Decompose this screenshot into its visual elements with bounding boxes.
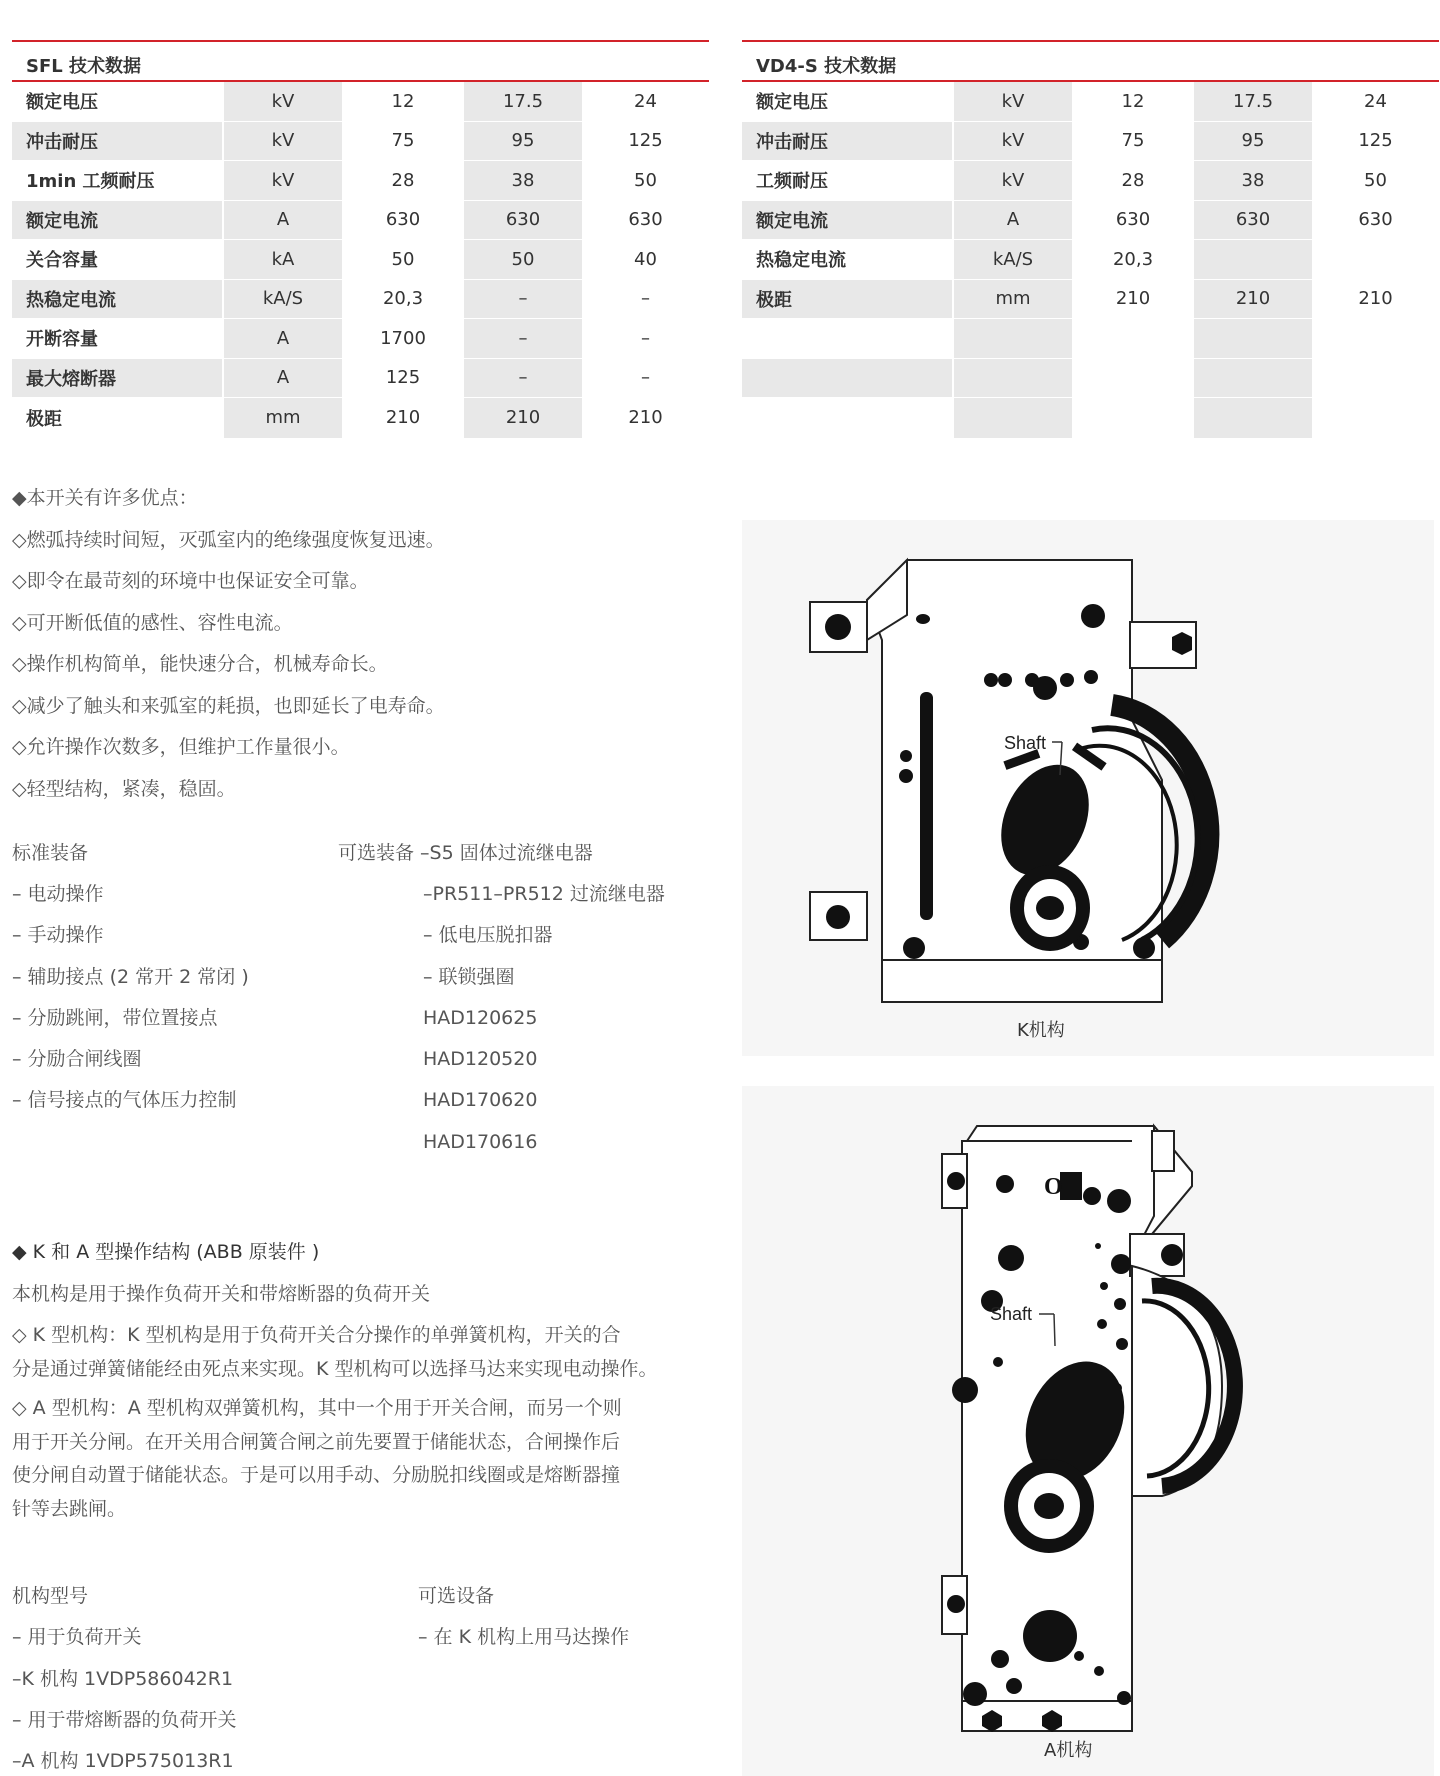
standard-equipment-heading: 标准装备 [12, 842, 89, 864]
vd4-cell-unit: kV [954, 122, 1074, 162]
vd4-cell-value-17-5: 38 [1194, 161, 1314, 201]
advantage-item: ◇即令在最苛刻的环境中也保证安全可靠。 [12, 570, 369, 592]
vd4-cell-value-24: 630 [1314, 201, 1439, 241]
vd4-cell-value-12: 75 [1074, 122, 1194, 162]
sfl-cell-value-17-5: 210 [464, 398, 584, 438]
vd4-cell-value-24: 50 [1314, 161, 1439, 201]
sfl-cell-value-12: 12 [344, 82, 464, 122]
sfl-cell-value-17-5: – [464, 319, 584, 359]
optional-equipment-heading: 可选装备 –S5 固体过流继电器 [338, 842, 593, 864]
sfl-row [12, 359, 709, 399]
sfl-cell-value-24: 125 [584, 122, 709, 162]
a-mechanism-line: 用于开关分闸。在开关用合闸簧合闸之前先要置于储能状态，合闸操作后 [12, 1430, 621, 1453]
vd4-cell-label [742, 319, 954, 359]
vd4-cell-value-12 [1074, 359, 1194, 399]
sfl-cell-label: 热稳定电流 [12, 280, 224, 320]
sfl-cell-value-12: 50 [344, 240, 464, 280]
sfl-row [12, 280, 709, 320]
sfl-cell-value-17-5: – [464, 280, 584, 320]
sfl-cell-value-24: 50 [584, 161, 709, 201]
sfl-cell-unit: A [224, 201, 344, 241]
sfl-cell-label: 极距 [12, 398, 224, 438]
vd4-row [742, 240, 1439, 280]
sfl-cell-value-24: 24 [584, 82, 709, 122]
vd4-cell-value-17-5: 210 [1194, 280, 1314, 320]
sfl-row [12, 122, 709, 162]
optional-item: HAD120625 [423, 1006, 538, 1029]
sfl-cell-unit: A [224, 359, 344, 399]
vd4-cell-value-17-5 [1194, 319, 1314, 359]
sfl-cell-value-12: 28 [344, 161, 464, 201]
optional-item: – 联锁强圈 [423, 965, 515, 988]
optional-devices [418, 1576, 629, 1659]
vd4-cell-label: 额定电流 [742, 201, 954, 241]
sfl-cell-value-24: – [584, 359, 709, 399]
sfl-cell-label: 额定电流 [12, 201, 224, 241]
sfl-row [12, 201, 709, 241]
k-mechanism-line: ◇ K 型机构：K 型机构是用于负荷开关合分操作的单弹簧机构，开关的合 [12, 1324, 621, 1346]
vd4-cell-value-17-5 [1194, 398, 1314, 438]
sfl-cell-unit: kA [224, 240, 344, 280]
sfl-cell-value-24: 40 [584, 240, 709, 280]
optional-device-item: – 在 K 机构上用马达操作 [418, 1626, 630, 1649]
vd4-cell-value-12: 630 [1074, 201, 1194, 241]
vd4-cell-label: 工频耐压 [742, 161, 954, 201]
vd4-cell-unit: kA/S [954, 240, 1074, 280]
vd4-cell-unit: A [954, 201, 1074, 241]
vd4-cell-label: 热稳定电流 [742, 240, 954, 280]
sfl-table-body [12, 82, 709, 438]
sfl-row [12, 319, 709, 359]
optional-item: HAD170616 [423, 1130, 538, 1153]
vd4-row [742, 280, 1439, 320]
sfl-cell-value-17-5: 630 [464, 201, 584, 241]
a-mechanism-line: ◇ A 型机构：A 型机构双弹簧机构，其中一个用于开关合闸，而另一个则 [12, 1397, 622, 1419]
vd4-row [742, 82, 1439, 122]
sfl-cell-value-24: 210 [584, 398, 709, 438]
optional-item: –PR511–PR512 过流继电器 [423, 883, 665, 905]
sfl-cell-unit: kA/S [224, 280, 344, 320]
vd4-cell-value-12 [1074, 398, 1194, 438]
sfl-spec-table [12, 40, 709, 438]
sfl-table-title: SFL 技术数据 [12, 40, 709, 82]
vd4-cell-unit: mm [954, 280, 1074, 320]
sfl-cell-value-17-5: 17.5 [464, 82, 584, 122]
mechanism-description [12, 1236, 712, 1526]
sfl-row [12, 240, 709, 280]
a-mechanism-caption: A机构 [1044, 1740, 1093, 1761]
sfl-cell-value-12: 1700 [344, 319, 464, 359]
sfl-row [12, 82, 709, 122]
vd4-cell-label: 极距 [742, 280, 954, 320]
advantage-item: ◇可开断低值的感性、容性电流。 [12, 611, 293, 634]
vd4-cell-value-17-5 [1194, 240, 1314, 280]
model-item: –K 机构 1VDP586042R1 [12, 1667, 234, 1690]
sfl-cell-value-12: 210 [344, 398, 464, 438]
model-item: – 用于负荷开关 [12, 1626, 142, 1649]
sfl-cell-unit: kV [224, 122, 344, 162]
k-mechanism-line: 分是通过弹簧储能经由死点来实现。K 型机构可以选择马达来实现电动操作。 [12, 1357, 658, 1380]
a-mechanism-line: 使分闸自动置于储能状态。于是可以用手动、分励脱扣线圈或是熔断器撞 [12, 1464, 621, 1486]
vd4-cell-label [742, 398, 954, 438]
a-mechanism-mark: O [1044, 1174, 1063, 1200]
model-item: – 用于带熔断器的负荷开关 [12, 1708, 237, 1731]
vd4-row [742, 319, 1439, 359]
vd4-cell-label: 冲击耐压 [742, 122, 954, 162]
standard-item: – 手动操作 [12, 924, 104, 947]
optional-item: HAD120520 [423, 1048, 538, 1071]
mechanism-models [12, 1576, 237, 1776]
vd4-cell-unit [954, 398, 1074, 438]
model-item: –A 机构 1VDP575013R1 [12, 1750, 234, 1773]
advantage-item: ◇轻型结构，紧凑，稳固。 [12, 777, 236, 800]
optional-item: HAD170620 [423, 1089, 538, 1112]
vd4-cell-value-12: 28 [1074, 161, 1194, 201]
sfl-cell-label: 冲击耐压 [12, 122, 224, 162]
vd4-cell-value-24 [1314, 359, 1439, 399]
sfl-cell-label: 最大熔断器 [12, 359, 224, 399]
a-shaft-label: Shaft [990, 1304, 1033, 1324]
vd4-table-body [742, 82, 1439, 438]
vd4-row [742, 122, 1439, 162]
sfl-cell-value-12: 75 [344, 122, 464, 162]
vd4-cell-value-12: 210 [1074, 280, 1194, 320]
vd4-row [742, 161, 1439, 201]
vd4-cell-unit: kV [954, 161, 1074, 201]
vd4-cell-value-12: 12 [1074, 82, 1194, 122]
optional-item: – 低电压脱扣器 [423, 924, 553, 947]
vd4-cell-label [742, 359, 954, 399]
sfl-cell-value-17-5: 38 [464, 161, 584, 201]
sfl-cell-value-24: – [584, 319, 709, 359]
standard-item: – 辅助接点 (2 常开 2 常闭 ) [12, 965, 249, 988]
advantage-item: ◇允许操作次数多，但维护工作量很小。 [12, 736, 350, 758]
standard-item: – 电动操作 [12, 883, 104, 905]
a-mechanism-line: 针等去跳闸。 [12, 1497, 127, 1520]
k-mechanism-caption: K机构 [1017, 1020, 1065, 1041]
sfl-cell-unit: kV [224, 161, 344, 201]
vd4-cell-value-12: 20,3 [1074, 240, 1194, 280]
k-mechanism-figure [742, 520, 1434, 1056]
advantage-item: ◇燃弧持续时间短，灭弧室内的绝缘强度恢复迅速。 [12, 528, 445, 551]
vd4-cell-value-24 [1314, 240, 1439, 280]
sfl-row [12, 161, 709, 201]
sfl-cell-label: 关合容量 [12, 240, 224, 280]
sfl-cell-value-17-5: 50 [464, 240, 584, 280]
vd4-cell-value-24: 125 [1314, 122, 1439, 162]
advantage-item: ◇操作机构简单，能快速分合，机械寿命长。 [12, 653, 388, 675]
vd4-cell-value-24 [1314, 319, 1439, 359]
advantages-list [12, 478, 712, 810]
sfl-cell-label: 1min 工频耐压 [12, 161, 224, 201]
standard-item: – 分励跳闸，带位置接点 [12, 1006, 218, 1029]
vd4-cell-label: 额定电压 [742, 82, 954, 122]
vd4-cell-value-17-5 [1194, 359, 1314, 399]
vd4-cell-value-12 [1074, 319, 1194, 359]
sfl-cell-value-12: 630 [344, 201, 464, 241]
vd4-cell-value-24: 24 [1314, 82, 1439, 122]
vd4-cell-unit [954, 319, 1074, 359]
vd4-spec-table [742, 40, 1439, 438]
k-shaft-label: Shaft [1004, 733, 1047, 753]
vd4-cell-value-17-5: 630 [1194, 201, 1314, 241]
sfl-cell-unit: A [224, 319, 344, 359]
vd4-row [742, 398, 1439, 438]
standard-item: – 分励合闸线圈 [12, 1048, 142, 1071]
optional-devices-heading: 可选设备 [418, 1585, 495, 1607]
sfl-cell-value-12: 20,3 [344, 280, 464, 320]
vd4-cell-unit [954, 359, 1074, 399]
models-heading: 机构型号 [12, 1585, 89, 1607]
a-mechanism-figure [742, 1086, 1434, 1776]
sfl-cell-label: 额定电压 [12, 82, 224, 122]
sfl-cell-value-24: 630 [584, 201, 709, 241]
sfl-cell-value-17-5: 95 [464, 122, 584, 162]
vd4-cell-unit: kV [954, 82, 1074, 122]
vd4-row [742, 201, 1439, 241]
vd4-cell-value-17-5: 95 [1194, 122, 1314, 162]
vd4-cell-value-24: 210 [1314, 280, 1439, 320]
sfl-cell-value-12: 125 [344, 359, 464, 399]
mechanism-intro: 本机构是用于操作负荷开关和带熔断器的负荷开关 [12, 1282, 431, 1305]
sfl-row [12, 398, 709, 438]
vd4-cell-value-17-5: 17.5 [1194, 82, 1314, 122]
vd4-cell-value-24 [1314, 398, 1439, 438]
optional-equipment-list [423, 874, 665, 1163]
a-mechanism-drawing [742, 1086, 1434, 1776]
sfl-cell-label: 开断容量 [12, 319, 224, 359]
advantages-heading: ◆本开关有许多优点： [12, 487, 198, 509]
vd4-table-title: VD4-S 技术数据 [742, 40, 1439, 82]
sfl-cell-unit: mm [224, 398, 344, 438]
sfl-cell-value-24: – [584, 280, 709, 320]
standard-item: – 信号接点的气体压力控制 [12, 1089, 237, 1112]
advantage-item: ◇减少了触头和来弧室的耗损，也即延长了电寿命。 [12, 694, 445, 717]
sfl-cell-value-17-5: – [464, 359, 584, 399]
mechanism-heading: ◆ K 和 A 型操作结构 (ABB 原装件 ) [12, 1241, 320, 1263]
sfl-cell-unit: kV [224, 82, 344, 122]
k-mechanism-drawing [742, 520, 1434, 1056]
standard-equipment-list [12, 874, 249, 1122]
vd4-row [742, 359, 1439, 399]
